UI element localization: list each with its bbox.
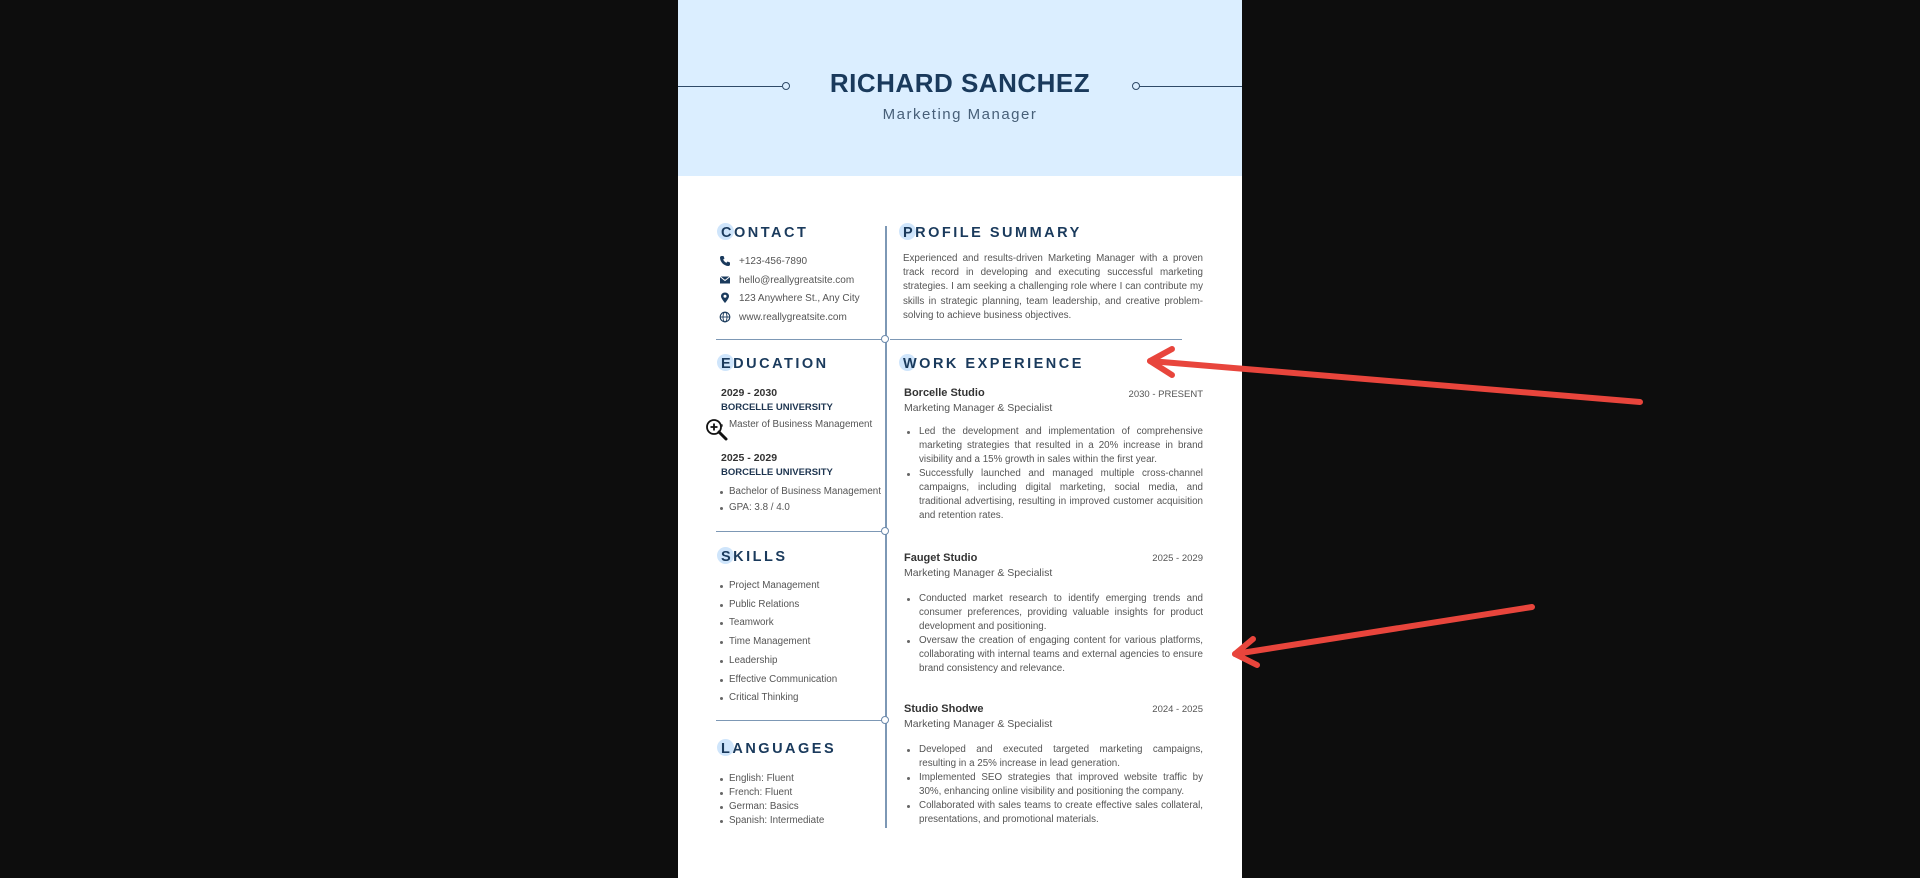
contact-phone: +123-456-7890 [739, 256, 808, 267]
contact-address: 123 Anywhere St., Any City [739, 293, 860, 304]
skill-item: Teamwork [729, 617, 774, 628]
skill-item: Public Relations [729, 599, 800, 610]
language-item: French: Fluent [729, 787, 793, 798]
language-item: English: Fluent [729, 773, 794, 784]
divider-node-2 [881, 527, 889, 535]
job-role-3: Marketing Manager & Specialist [904, 718, 1053, 730]
location-icon [719, 292, 731, 304]
education-school-1: BORCELLE UNIVERSITY [721, 402, 833, 413]
education-detail-2-1: Bachelor of Business Management [729, 486, 881, 497]
section-heading-profile: PROFILE SUMMARY [903, 225, 1082, 241]
job-dates-1: 2030 - PRESENT [1128, 389, 1203, 400]
zoom-in-cursor-icon [705, 418, 729, 442]
job-company-1: Borcelle Studio [904, 387, 985, 399]
section-heading-education: EDUCATION [721, 356, 829, 372]
job-bullet-3-3: Collaborated with sales teams to create effective sales collateral, presentations, and promotional materials. [919, 799, 1203, 827]
language-item: German: Basics [729, 801, 799, 812]
job-bullet-1-1: Led the development and implementation of comprehensive marketing strategies that resulted in a 20% increase in brand visibility and a 15% growth in sales within the first year. [919, 425, 1203, 467]
skill-item: Time Management [729, 636, 811, 647]
divider-node-3 [881, 716, 889, 724]
job-company-2: Fauget Studio [904, 552, 978, 564]
globe-icon [719, 311, 731, 323]
job-dates-3: 2024 - 2025 [1152, 704, 1203, 715]
job-bullet-3-1: Developed and executed targeted marketing campaigns, resulting in a 25% increase in lead generation. [919, 743, 1203, 771]
mail-icon [719, 274, 731, 286]
skill-item: Effective Communication [729, 674, 838, 685]
divider-education [716, 531, 882, 532]
job-company-3: Studio Shodwe [904, 703, 984, 715]
resume-page [678, 0, 1242, 878]
arrow-icon [1235, 607, 1532, 665]
skill-item: Project Management [729, 580, 820, 591]
section-heading-contact: CONTACT [721, 225, 808, 241]
candidate-title: Marketing Manager [882, 106, 1038, 123]
resume-header [678, 0, 1242, 176]
candidate-name: RICHARD SANCHEZ [829, 68, 1091, 98]
contact-website: www.reallygreatsite.com [739, 312, 847, 323]
job-bullet-2-1: Conducted market research to identify emerging trends and consumer preferences, providing valuable insights for product development and positioning. [919, 592, 1203, 634]
job-role-2: Marketing Manager & Specialist [904, 567, 1053, 579]
divider-skills [716, 720, 882, 721]
phone-icon [719, 255, 731, 267]
job-bullet-1-2: Successfully launched and managed multiple cross-channel campaigns, including digital marketing, social media, and traditional advertising, resulting in improved customer acquisition and retention rates. [919, 467, 1203, 523]
education-years-2: 2025 - 2029 [721, 452, 778, 464]
divider-contact-right [890, 339, 1182, 340]
divider-contact-left [716, 339, 882, 340]
education-years-1: 2029 - 2030 [721, 387, 778, 399]
education-school-2: BORCELLE UNIVERSITY [721, 467, 833, 478]
skill-item: Critical Thinking [729, 692, 799, 703]
profile-summary-text: Experienced and results-driven Marketing Manager with a proven track record in developing and executing successful marketing strategies. I am seeking a challenging role where I can contribute my skills in strategic planning, team leadership, and creative problem-solving to achieve business objectives. [903, 253, 1203, 321]
education-detail-1-1: Master of Business Management [729, 419, 873, 430]
skill-item: Leadership [729, 655, 778, 666]
education-detail-2-2: GPA: 3.8 / 4.0 [729, 502, 790, 513]
section-heading-languages: LANGUAGES [721, 741, 836, 757]
job-bullet-3-2: Implemented SEO strategies that improved website traffic by 30%, enhancing online visibility and positioning the company. [919, 771, 1203, 799]
job-dates-2: 2025 - 2029 [1152, 553, 1203, 564]
contact-email: hello@reallygreatsite.com [739, 275, 855, 286]
divider-node-1 [881, 335, 889, 343]
language-item: Spanish: Intermediate [729, 815, 825, 826]
job-role-1: Marketing Manager & Specialist [904, 402, 1053, 414]
section-heading-work: WORK EXPERIENCE [903, 356, 1084, 372]
section-heading-skills: SKILLS [721, 549, 788, 565]
job-bullet-2-2: Oversaw the creation of engaging content for various platforms, collaborating with internal teams and external agencies to ensure brand consistency and relevance. [919, 634, 1203, 676]
